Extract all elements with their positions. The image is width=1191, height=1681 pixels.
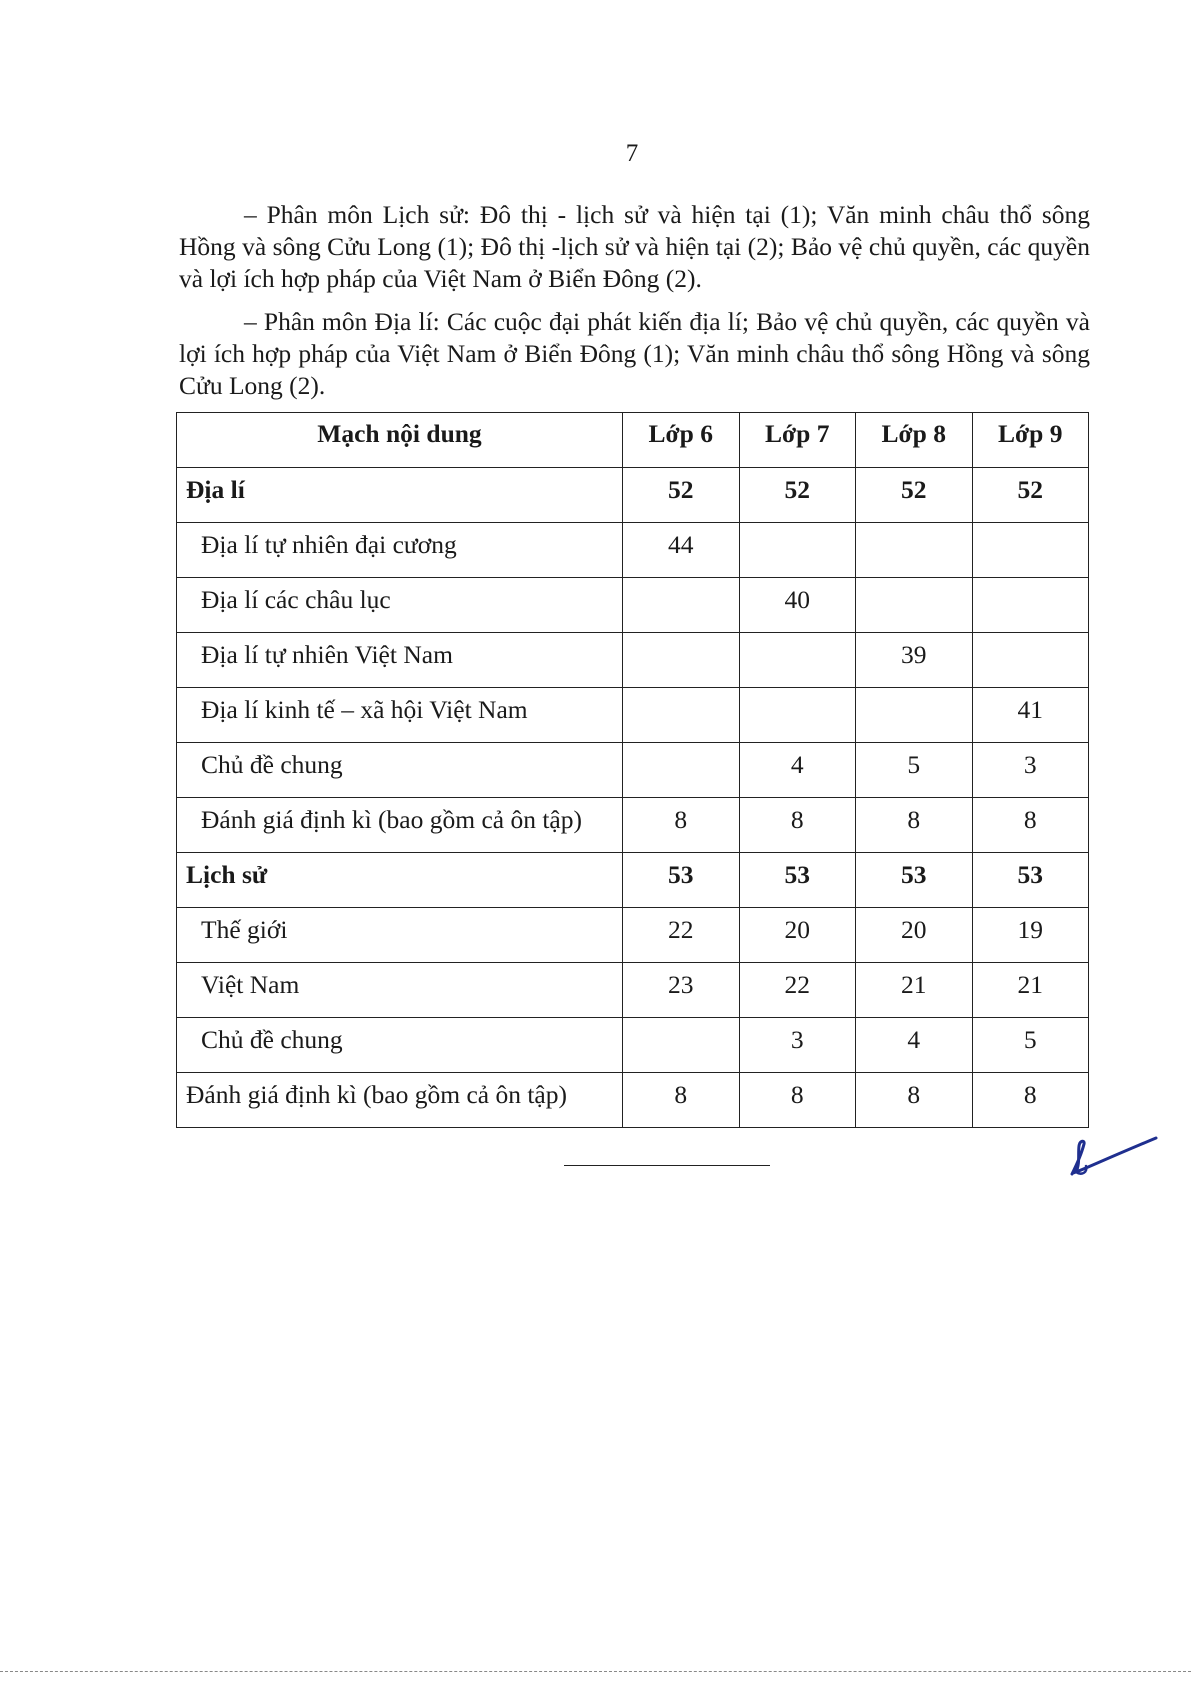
section-row-geography xyxy=(177,468,1089,523)
cell-value xyxy=(856,523,973,578)
bottom-scan-edge xyxy=(0,1671,1191,1672)
cell-value: 52 xyxy=(856,468,973,523)
header-grade-7: Lớp 7 xyxy=(739,413,856,468)
cell-value: 53 xyxy=(972,853,1089,908)
row-label: Lịch sử xyxy=(177,853,623,908)
cell-value xyxy=(623,1018,740,1073)
table-row xyxy=(177,1073,1089,1128)
page-number: 7 xyxy=(625,140,639,167)
cell-value: 8 xyxy=(623,798,740,853)
cell-value: 8 xyxy=(739,798,856,853)
cell-value: 8 xyxy=(623,1073,740,1128)
row-label: Chủ đề chung xyxy=(177,1018,623,1073)
row-label: Địa lí xyxy=(177,468,623,523)
cell-value xyxy=(739,633,856,688)
row-label: Đánh giá định kì (bao gồm cả ôn tập) xyxy=(177,1073,623,1128)
cell-value xyxy=(623,688,740,743)
signature-stroke xyxy=(1072,1138,1156,1174)
signature-mark xyxy=(1068,1132,1158,1180)
section-row-history xyxy=(177,853,1089,908)
header-grade-6: Lớp 6 xyxy=(623,413,740,468)
cell-value xyxy=(623,578,740,633)
cell-value: 3 xyxy=(739,1018,856,1073)
cell-value: 8 xyxy=(739,1073,856,1128)
cell-value: 8 xyxy=(972,1073,1089,1128)
cell-value: 4 xyxy=(856,1018,973,1073)
cell-value: 5 xyxy=(856,743,973,798)
cell-value: 52 xyxy=(739,468,856,523)
row-label: Địa lí kinh tế – xã hội Việt Nam xyxy=(177,688,623,743)
cell-value: 22 xyxy=(623,908,740,963)
cell-value: 19 xyxy=(972,908,1089,963)
cell-value: 8 xyxy=(856,798,973,853)
row-label: Việt Nam xyxy=(177,963,623,1018)
end-divider xyxy=(564,1165,770,1166)
cell-value xyxy=(856,688,973,743)
cell-value: 4 xyxy=(739,743,856,798)
paragraph-geography: – Phân môn Địa lí: Các cuộc đại phát kiến địa lí; Bảo vệ chủ quyền, các quyền và lợi ích hợp pháp của Việt Nam ở Biển Đông (1); Văn minh châu thổ sông Hồng và sông Cửu Long (2). xyxy=(179,307,1090,400)
cell-value: 21 xyxy=(856,963,973,1018)
cell-value: 21 xyxy=(972,963,1089,1018)
row-label: Thế giới xyxy=(177,908,623,963)
cell-value xyxy=(972,633,1089,688)
header-grade-9: Lớp 9 xyxy=(972,413,1089,468)
cell-value xyxy=(972,578,1089,633)
table-row xyxy=(177,578,1089,633)
cell-value: 39 xyxy=(856,633,973,688)
cell-value: 53 xyxy=(623,853,740,908)
cell-value: 20 xyxy=(856,908,973,963)
cell-value xyxy=(739,688,856,743)
cell-value: 5 xyxy=(972,1018,1089,1073)
table-row xyxy=(177,688,1089,743)
cell-value: 22 xyxy=(739,963,856,1018)
paragraph-history: – Phân môn Lịch sử: Đô thị - lịch sử và hiện tại (1); Văn minh châu thổ sông Hồng và sông Cửu Long (1); Đô thị -lịch sử và hiện tại (2); Bảo vệ chủ quyền, các quyền và lợi ích hợp pháp của Việt Nam ở Biển Đông (2). xyxy=(179,200,1090,293)
row-label: Chủ đề chung xyxy=(177,743,623,798)
cell-value: 44 xyxy=(623,523,740,578)
table-row xyxy=(177,963,1089,1018)
cell-value xyxy=(623,633,740,688)
table-row xyxy=(177,523,1089,578)
cell-value: 53 xyxy=(856,853,973,908)
row-label: Địa lí tự nhiên đại cương xyxy=(177,523,623,578)
row-label: Địa lí tự nhiên Việt Nam xyxy=(177,633,623,688)
table-row xyxy=(177,633,1089,688)
table-row xyxy=(177,1018,1089,1073)
row-label: Địa lí các châu lục xyxy=(177,578,623,633)
table-row xyxy=(177,908,1089,963)
cell-value xyxy=(972,523,1089,578)
cell-value: 20 xyxy=(739,908,856,963)
cell-value: 52 xyxy=(972,468,1089,523)
row-label: Đánh giá định kì (bao gồm cả ôn tập) xyxy=(177,798,623,853)
header-grade-8: Lớp 8 xyxy=(856,413,973,468)
cell-value xyxy=(623,743,740,798)
curriculum-table xyxy=(176,412,1089,1128)
table-row xyxy=(177,798,1089,853)
cell-value: 3 xyxy=(972,743,1089,798)
cell-value: 23 xyxy=(623,963,740,1018)
header-content-strand: Mạch nội dung xyxy=(177,413,623,468)
table-header-row xyxy=(177,413,1089,468)
table-row xyxy=(177,743,1089,798)
cell-value: 52 xyxy=(623,468,740,523)
cell-value: 40 xyxy=(739,578,856,633)
cell-value: 53 xyxy=(739,853,856,908)
cell-value: 41 xyxy=(972,688,1089,743)
cell-value: 8 xyxy=(856,1073,973,1128)
cell-value xyxy=(739,523,856,578)
cell-value: 8 xyxy=(972,798,1089,853)
cell-value xyxy=(856,578,973,633)
